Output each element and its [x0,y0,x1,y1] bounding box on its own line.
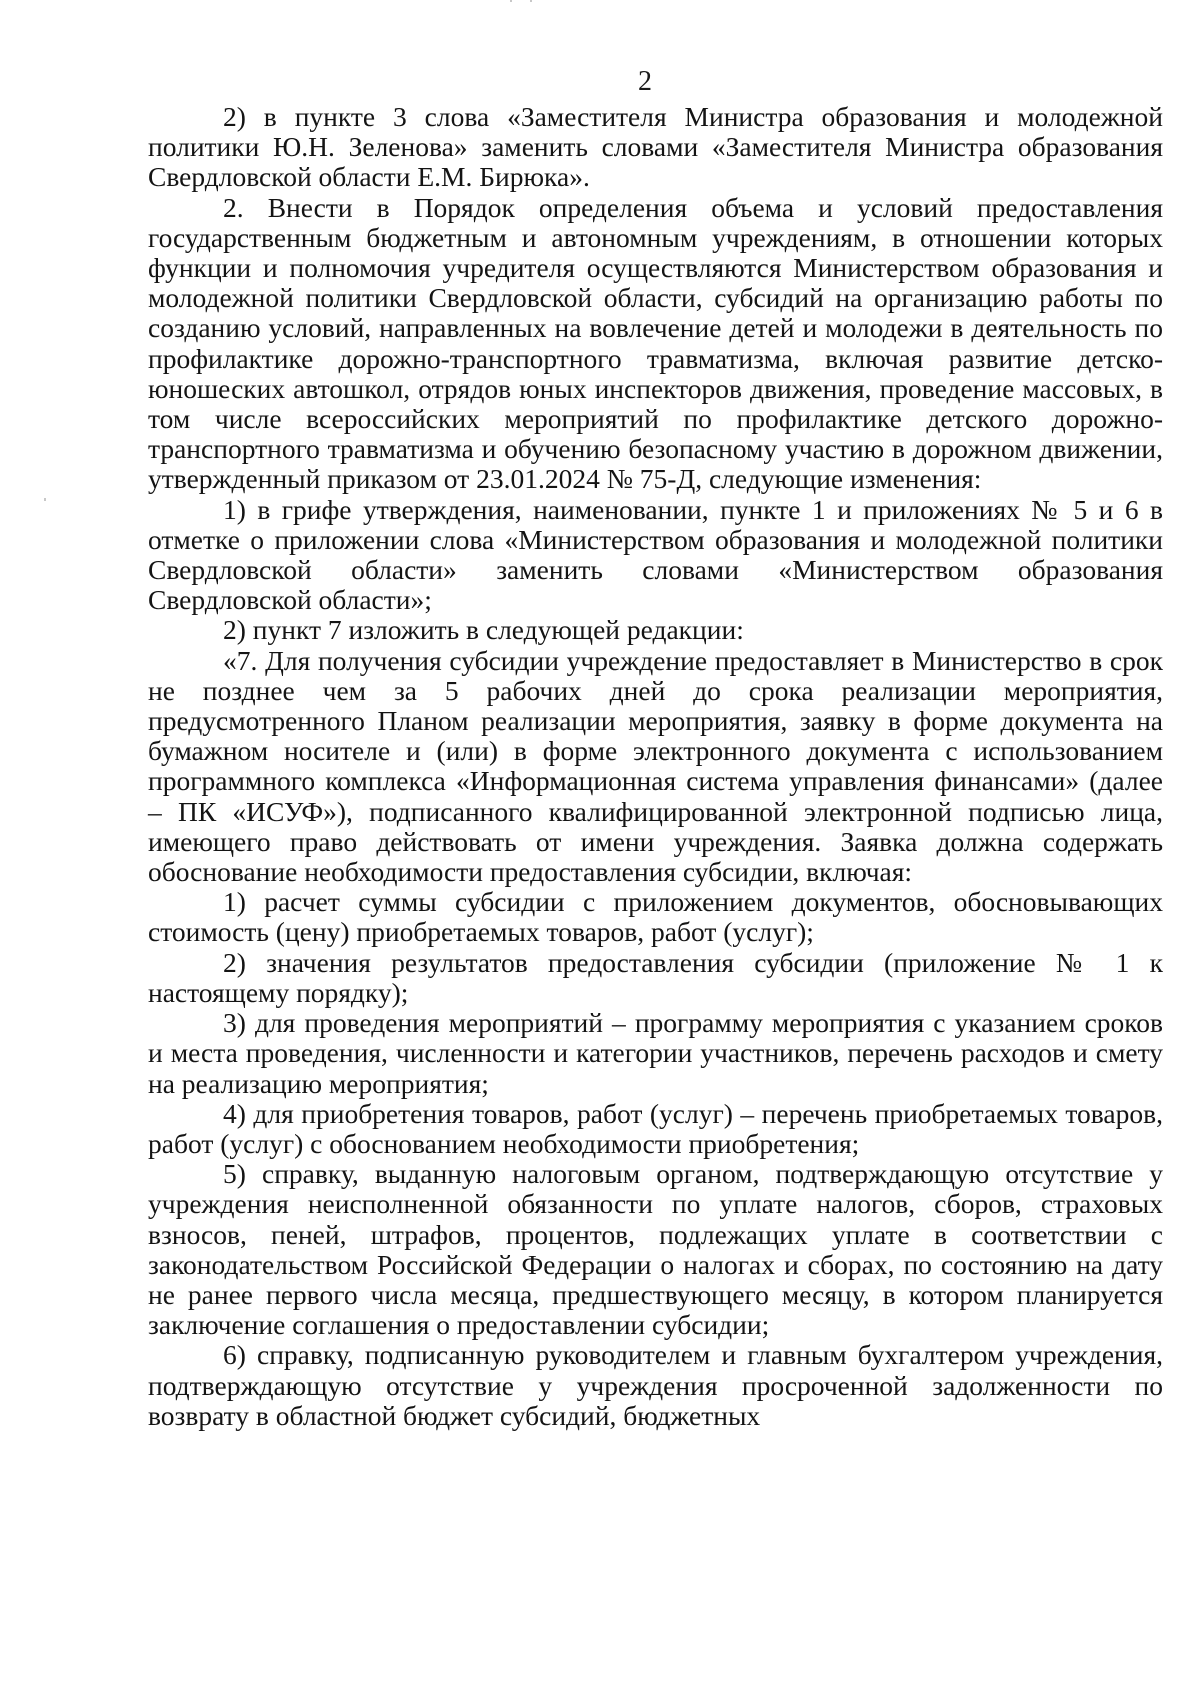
paragraph: 2. Внести в Порядок определения объема и условий предоставления государственным бюджетным и автономным учреждениям, в отношении которых функции и полномочия учредителя осуществляются Министерством образования и молодежной политики Свердловской области, субсидий на организацию работы по созданию условий, направленных на вовлечение детей и молодежи в деятельность по профилактике дорожно-транспортного травматизма, включая развитие детско-юношеских автошкол, отрядов юных инспекторов движения, проведение массовых, в том числе всероссийских мероприятий по профилактике детского дорожно-транспортного травматизма и обучению безопасному участию в дорожном движении, утвержденный приказом от 23.01.2024 № 75-Д, следующие изменения: [148,191,1163,495]
paragraph: «7. Для получения субсидии учреждение предоставляет в Министерство в срок не позднее чем за 5 рабочих дней до срока реализации мероприятия, предусмотренного Планом реализации мероприятия, заявку в форме документа на бумажном носителе и (или) в форме электронного документа с использованием программного комплекса «Информационная система управления финансами» (далее – ПК «ИСУФ»), подписанного квалифицированной электронной подписью лица, имеющего право действовать от имени учреждения. Заявка должна содержать обоснование необходимости предоставления субсидии, включая: [148,644,1163,888]
paragraph: 3) для проведения мероприятий – программу мероприятия с указанием сроков и места проведения, численности и категории участников, перечень расходов и смету на реализацию мероприятия; [148,1007,1163,1099]
scan-artifact [44,498,46,501]
paragraph: 4) для приобретения товаров, работ (услуг) – перечень приобретаемых товаров, работ (услуг) с обоснованием необходимости приобретения; [148,1097,1163,1159]
scan-artifact [510,0,512,2]
document-body [148,102,1163,1431]
paragraph: 1) в грифе утверждения, наименовании, пункте 1 и приложениях № 5 и 6 в отметке о приложении слова «Министерством образования и молодежной политики Свердловской области» заменить словами «Министерством образования Свердловской области»; [148,493,1163,616]
paragraph: 2) в пункте 3 слова «Заместителя Министра образования и молодежной политики Ю.Н. Зеленова» заменить словами «Заместителя Министра образования Свердловской области Е.М. Бирюка». [148,101,1163,193]
paragraph: 2) пункт 7 изложить в следующей редакции: [223,614,744,646]
paragraph: 2) значения результатов предоставления субсидии (приложение № 1 к настоящему порядку); [148,946,1163,1008]
page-number: 2 [638,66,652,97]
paragraph: 5) справку, выданную налоговым органом, подтверждающую отсутствие у учреждения неисполненной обязанности по уплате налогов, сборов, страховых взносов, пеней, штрафов, процентов, подлежащих уплате в соответствии с законодательством Российской Федерации о налогах и сборах, по состоянию на дату не ранее первого числа месяца, предшествующего месяцу, в котором планируется заключение соглашения о предоставлении субсидии; [148,1158,1163,1341]
paragraph: 1) расчет суммы субсидии с приложением документов, обосновывающих стоимость (цену) приобретаемых товаров, работ (услуг); [148,886,1163,948]
scan-artifact [530,0,532,2]
paragraph: 6) справку, подписанную руководителем и главным бухгалтером учреждения, подтверждающую отсутствие у учреждения просроченной задолженности по возврату в областной бюджет субсидий, бюджетных [148,1339,1163,1431]
